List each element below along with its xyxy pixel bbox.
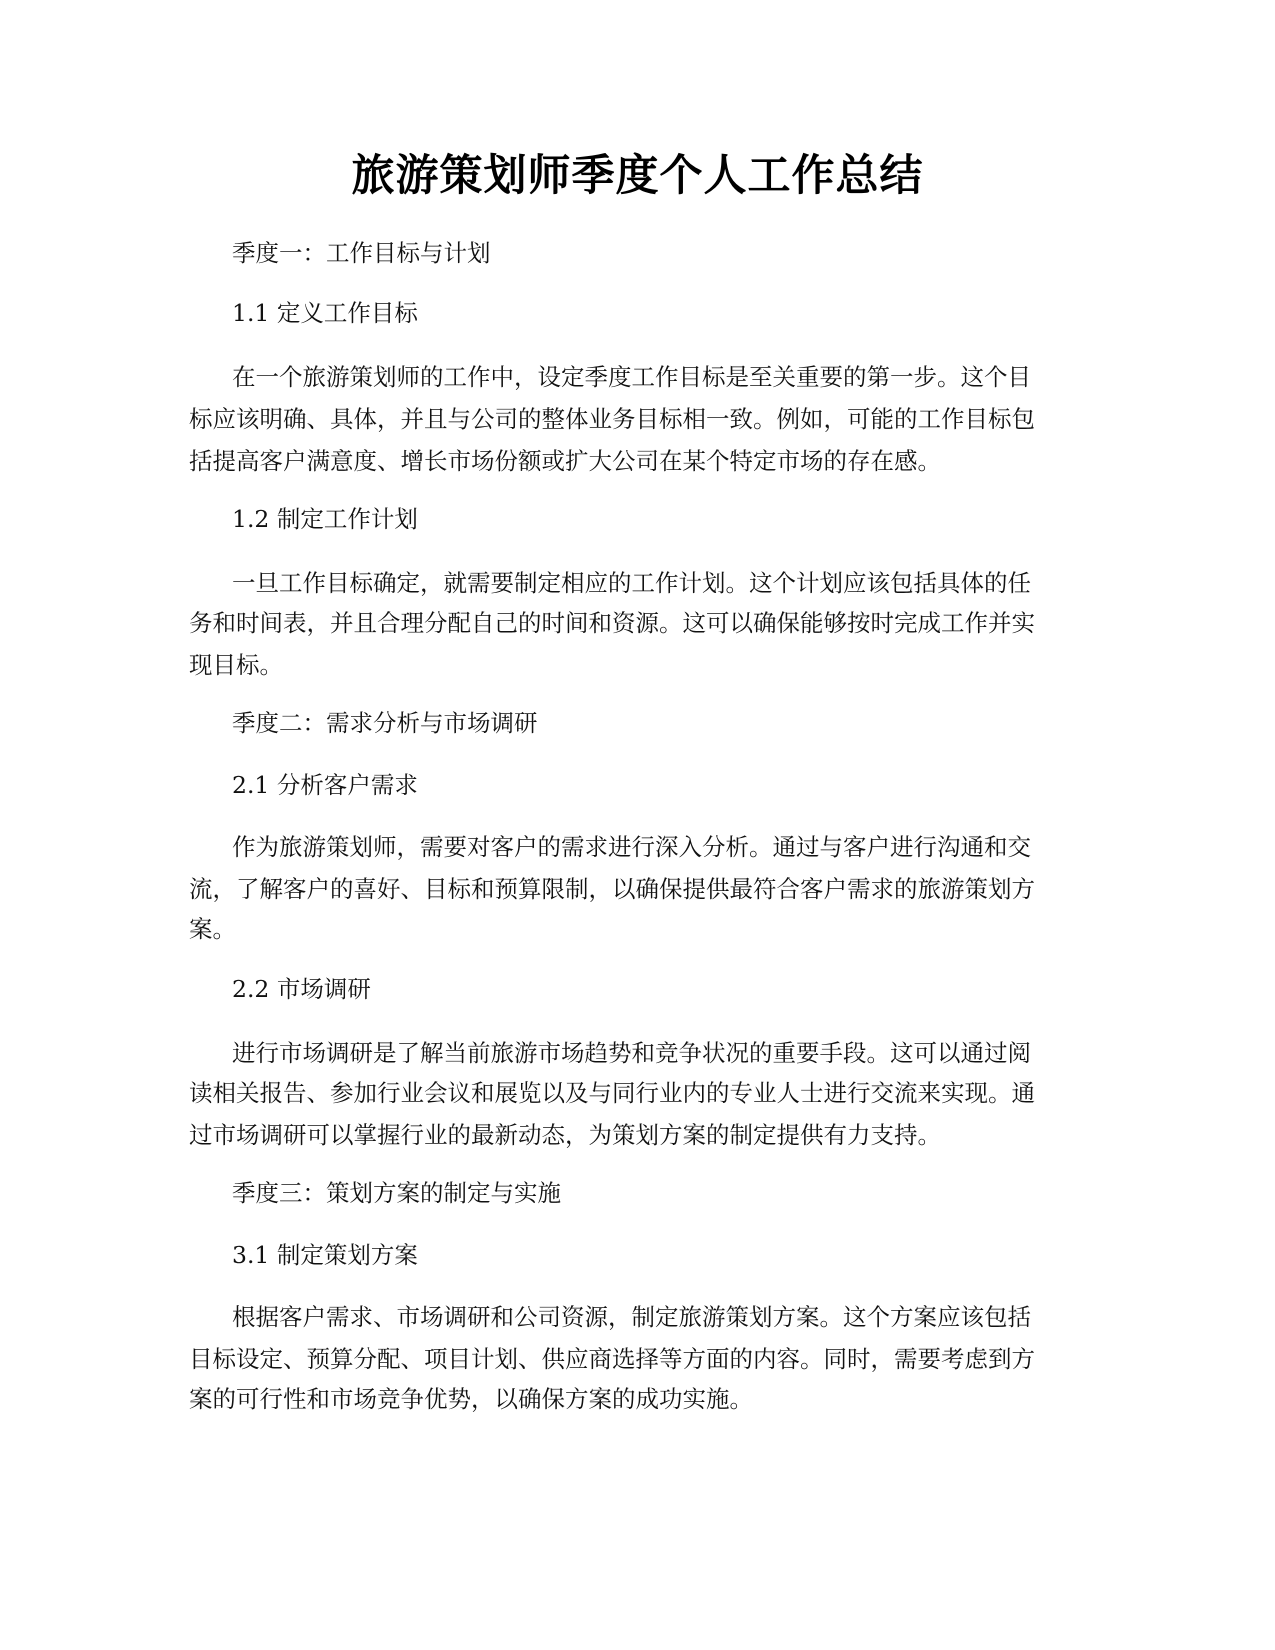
paragraph-2-1-line-3: 案。: [189, 915, 236, 943]
section-heading-quarter-2: 季度二：需求分析与市场调研: [232, 709, 538, 737]
subheading-2-2: 2.2 市场调研: [232, 975, 371, 1003]
paragraph-2-2-line-2: 读相关报告、参加行业会议和展览以及与同行业内的专业人士进行交流来实现。通: [189, 1079, 1035, 1107]
document-title: 旅游策划师季度个人工作总结: [351, 151, 924, 201]
paragraph-2-2-line-3: 过市场调研可以掌握行业的最新动态，为策划方案的制定提供有力支持。: [189, 1121, 941, 1149]
paragraph-1-2-line-3: 现目标。: [189, 651, 283, 679]
subheading-1-1: 1.1 定义工作目标: [232, 299, 418, 327]
paragraph-1-1-line-2: 标应该明确、具体，并且与公司的整体业务目标相一致。例如，可能的工作目标包: [189, 405, 1035, 433]
subheading-1-2: 1.2 制定工作计划: [232, 505, 418, 533]
paragraph-2-1-line-2: 流，了解客户的喜好、目标和预算限制，以确保提供最符合客户需求的旅游策划方: [189, 875, 1035, 903]
paragraph-1-2-line-1: 一旦工作目标确定，就需要制定相应的工作计划。这个计划应该包括具体的任: [232, 569, 1031, 597]
paragraph-3-1-line-3: 案的可行性和市场竞争优势，以确保方案的成功实施。: [189, 1385, 753, 1413]
paragraph-1-2-line-2: 务和时间表，并且合理分配自己的时间和资源。这可以确保能够按时完成工作并实: [189, 609, 1035, 637]
paragraph-2-2-line-1: 进行市场调研是了解当前旅游市场趋势和竞争状况的重要手段。这可以通过阅: [232, 1039, 1031, 1067]
paragraph-1-1-line-1: 在一个旅游策划师的工作中，设定季度工作目标是至关重要的第一步。这个目: [232, 363, 1031, 391]
subheading-2-1: 2.1 分析客户需求: [232, 771, 418, 799]
section-heading-quarter-3: 季度三：策划方案的制定与实施: [232, 1179, 561, 1207]
section-heading-quarter-1: 季度一：工作目标与计划: [232, 239, 491, 267]
subheading-3-1: 3.1 制定策划方案: [232, 1241, 418, 1269]
paragraph-1-1-line-3: 括提高客户满意度、增长市场份额或扩大公司在某个特定市场的存在感。: [189, 447, 941, 475]
paragraph-3-1-line-1: 根据客户需求、市场调研和公司资源，制定旅游策划方案。这个方案应该包括: [232, 1303, 1031, 1331]
paragraph-2-1-line-1: 作为旅游策划师，需要对客户的需求进行深入分析。通过与客户进行沟通和交: [232, 833, 1031, 861]
paragraph-3-1-line-2: 目标设定、预算分配、项目计划、供应商选择等方面的内容。同时，需要考虑到方: [189, 1345, 1035, 1373]
